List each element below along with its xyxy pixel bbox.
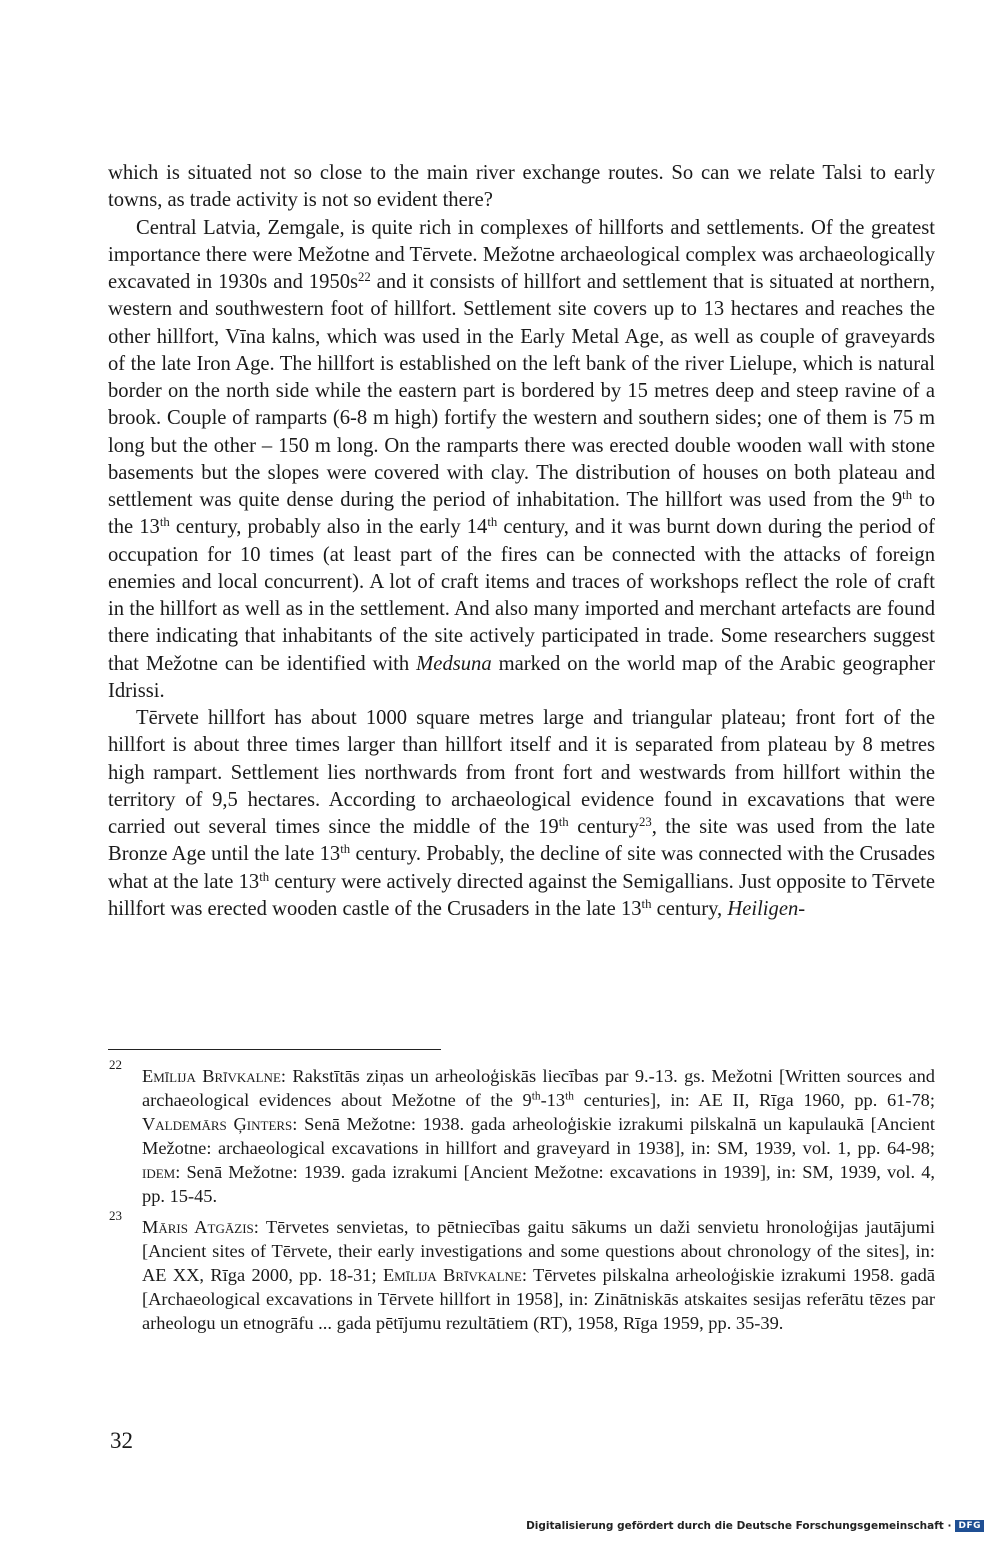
footnote-author: Emīlija Brīvkalne (382, 1264, 522, 1285)
ordinal-suffix: th (641, 896, 652, 911)
p2-text-c: to the 13 (108, 489, 936, 539)
footnote-divider (108, 1049, 441, 1050)
footnote-author: Emīlija Brīvkalne (142, 1066, 281, 1086)
footnote-text: : Tērvetes senvietas, to pētniecības gaitu sākums un daži senvietu hronoloģijas jautājumi [Ancient sites of Tērvete, their early investigations and some questions about chronology of the sites], in: AE XX, Rīga 2000, pp. 18-31; (142, 1216, 935, 1285)
p3-text-c: , the site was used from the late Bronze Age until the late 13 (108, 816, 936, 866)
paragraph-3 (108, 705, 935, 923)
p2-text-e: century, and it was burnt down during the period of occupation for 10 times (at least part of the fires can be connected with the attacks of foreign enemies and local concurrent). A lot of craft items and traces of workshops reflect the role of craft in the hillfort as well as in the settlement. And also many imported and merchant artefacts are found there indicating that inhabitants of the site actively participated in trade. Some researchers suggest that Mežotne can be identified with (108, 516, 935, 675)
page-number: 32 (110, 1428, 133, 1453)
footnote-author: idem (142, 1162, 176, 1183)
p3-text-b: century (568, 816, 639, 838)
p3-text-f: century, (651, 897, 728, 920)
ordinal-suffix: th (531, 1090, 541, 1103)
credit-text: Digitalisierung gefördert durch die Deutsche Forschungsgemeinschaft · (526, 1520, 952, 1532)
main-text (108, 160, 935, 923)
footnote-text: : Senā Mežotne: 1938. gada arheoloģiskie izrakumi pilskalnā un kapulaukā [Ancient Mežotne: archaeological excavations in hillfort and graveyard in 1938], in: SM, 1939, vol. 1, pp. 64-98; (142, 1114, 935, 1159)
p2-text-a: Central Latvia, Zemgale, is quite rich in complexes of hillforts and settlements. Of the greatest importance there were Mežotne and Tērvete. Mežotne archaeological complex was archaeologically excavated in 1930s and 1950s (108, 216, 935, 293)
ordinal-suffix: th (159, 515, 170, 530)
p3-text-d: century. Probably, the decline of site was connected with the Crusades what at the late 13 (108, 843, 935, 893)
footnote-ref-22[interactable]: 22 (358, 269, 371, 284)
p2-text-f: marked on the world map of the Arabic geographer Idrissi. (108, 652, 935, 702)
p2-text-d: century, probably also in the early 14 (169, 516, 488, 539)
ordinal-suffix: th (558, 814, 569, 829)
digitization-credit (526, 1518, 984, 1534)
footnote-text: : Senā Mežotne: 1939. gada izrakumi [Ancient Mežotne: excavations in 1939], in: SM, 1939, vol. 4, pp. 15-45. (142, 1162, 935, 1207)
footnote-author: Valdemārs Ģinters (142, 1114, 293, 1135)
footnote-text: : Rakstītās ziņas un arheoloģiskās liecības par 9.-13. gs. Mežotni [Written sources and archaeological evidences about Mežotne of the 9 (142, 1066, 935, 1111)
ordinal-suffix: th (565, 1090, 574, 1103)
ordinal-suffix: th (259, 869, 270, 884)
footnote-number: 22 (109, 1057, 122, 1072)
paragraph-1: which is situated not so close to the main river exchange routes. So can we relate Talsi to early towns, as trade activity is not so evident there? (108, 162, 935, 212)
footnote-author: Māris Atgāzis (142, 1216, 254, 1237)
ordinal-suffix: th (487, 515, 498, 530)
footnote-23 (108, 1207, 935, 1335)
footnote-text: : Tērvetes pilskalna arheoloģiskie izrakumi 1958. gadā [Archaeological excavations in Tērvete hillfort in 1958], in: Zinātniskās atskaites sesijas referātu tēzes par arheologu un etnogrāfu ... gada pētījumu rezultātiem (RT), 1958, Rīga 1959, pp. 35-39. (142, 1264, 935, 1333)
p2-italic-medsuna: Medsuna (416, 652, 492, 675)
p2-text-b: and it consists of hillfort and settlement that is situated at northern, western and southwestern foot of hillfort. Settlement site covers up to 13 hectares and reaches the other hillfort, Vīna kalns, which was used in the Early Metal Age, as well as couple of graveyards of the late Iron Age. The hillfort is established on the left bank of the river Lielupe, which is natural border on the north side while the eastern part is bordered by 15 metres deep and steep ravine of a brook. Couple of ramparts (6-8 m high) fortify the western and southern sides; one of them is 75 m long but the other – 150 m long. On the ramparts there was erected double wooden wall with stone basements but the slopes were covered with clay. The distribution of houses on both plateau and settlement was quite dense during the period of inhabitation. The hillfort was used from the 9 (108, 271, 935, 511)
footnote-number: 23 (109, 1207, 122, 1223)
ordinal-suffix: th (340, 842, 351, 857)
dfg-logo: DFG (955, 1520, 984, 1532)
p3-text-a: Tērvete hillfort has about 1000 square metres large and triangular plateau; front fort of the hillfort is about three times larger than hillfort itself and it is separated from plateau by 8 metres high rampart. Settlement lies northwards from front fort and westwards from hillfort within the territory of 9,5 hectares. According to archaeological evidence found in excavations that were carried out several times since the middle of the 19 (108, 707, 935, 838)
footnote-text: centuries], in: AE II, Rīga 1960, pp. 61-78; (573, 1090, 935, 1111)
p3-italic-heiligen: Heiligen- (727, 897, 806, 920)
footnote-ref-23[interactable]: 23 (638, 814, 652, 829)
footnote-22 (108, 1057, 935, 1209)
paragraph-2 (108, 215, 935, 706)
footnotes (108, 1057, 935, 1341)
ordinal-suffix: th (902, 487, 913, 502)
p3-text-e: century were actively directed against the Semigallians. Just opposite to Tērvete hillfort was erected wooden castle of the Crusaders in the late 13 (108, 870, 935, 920)
footnote-text: -13 (540, 1090, 566, 1111)
